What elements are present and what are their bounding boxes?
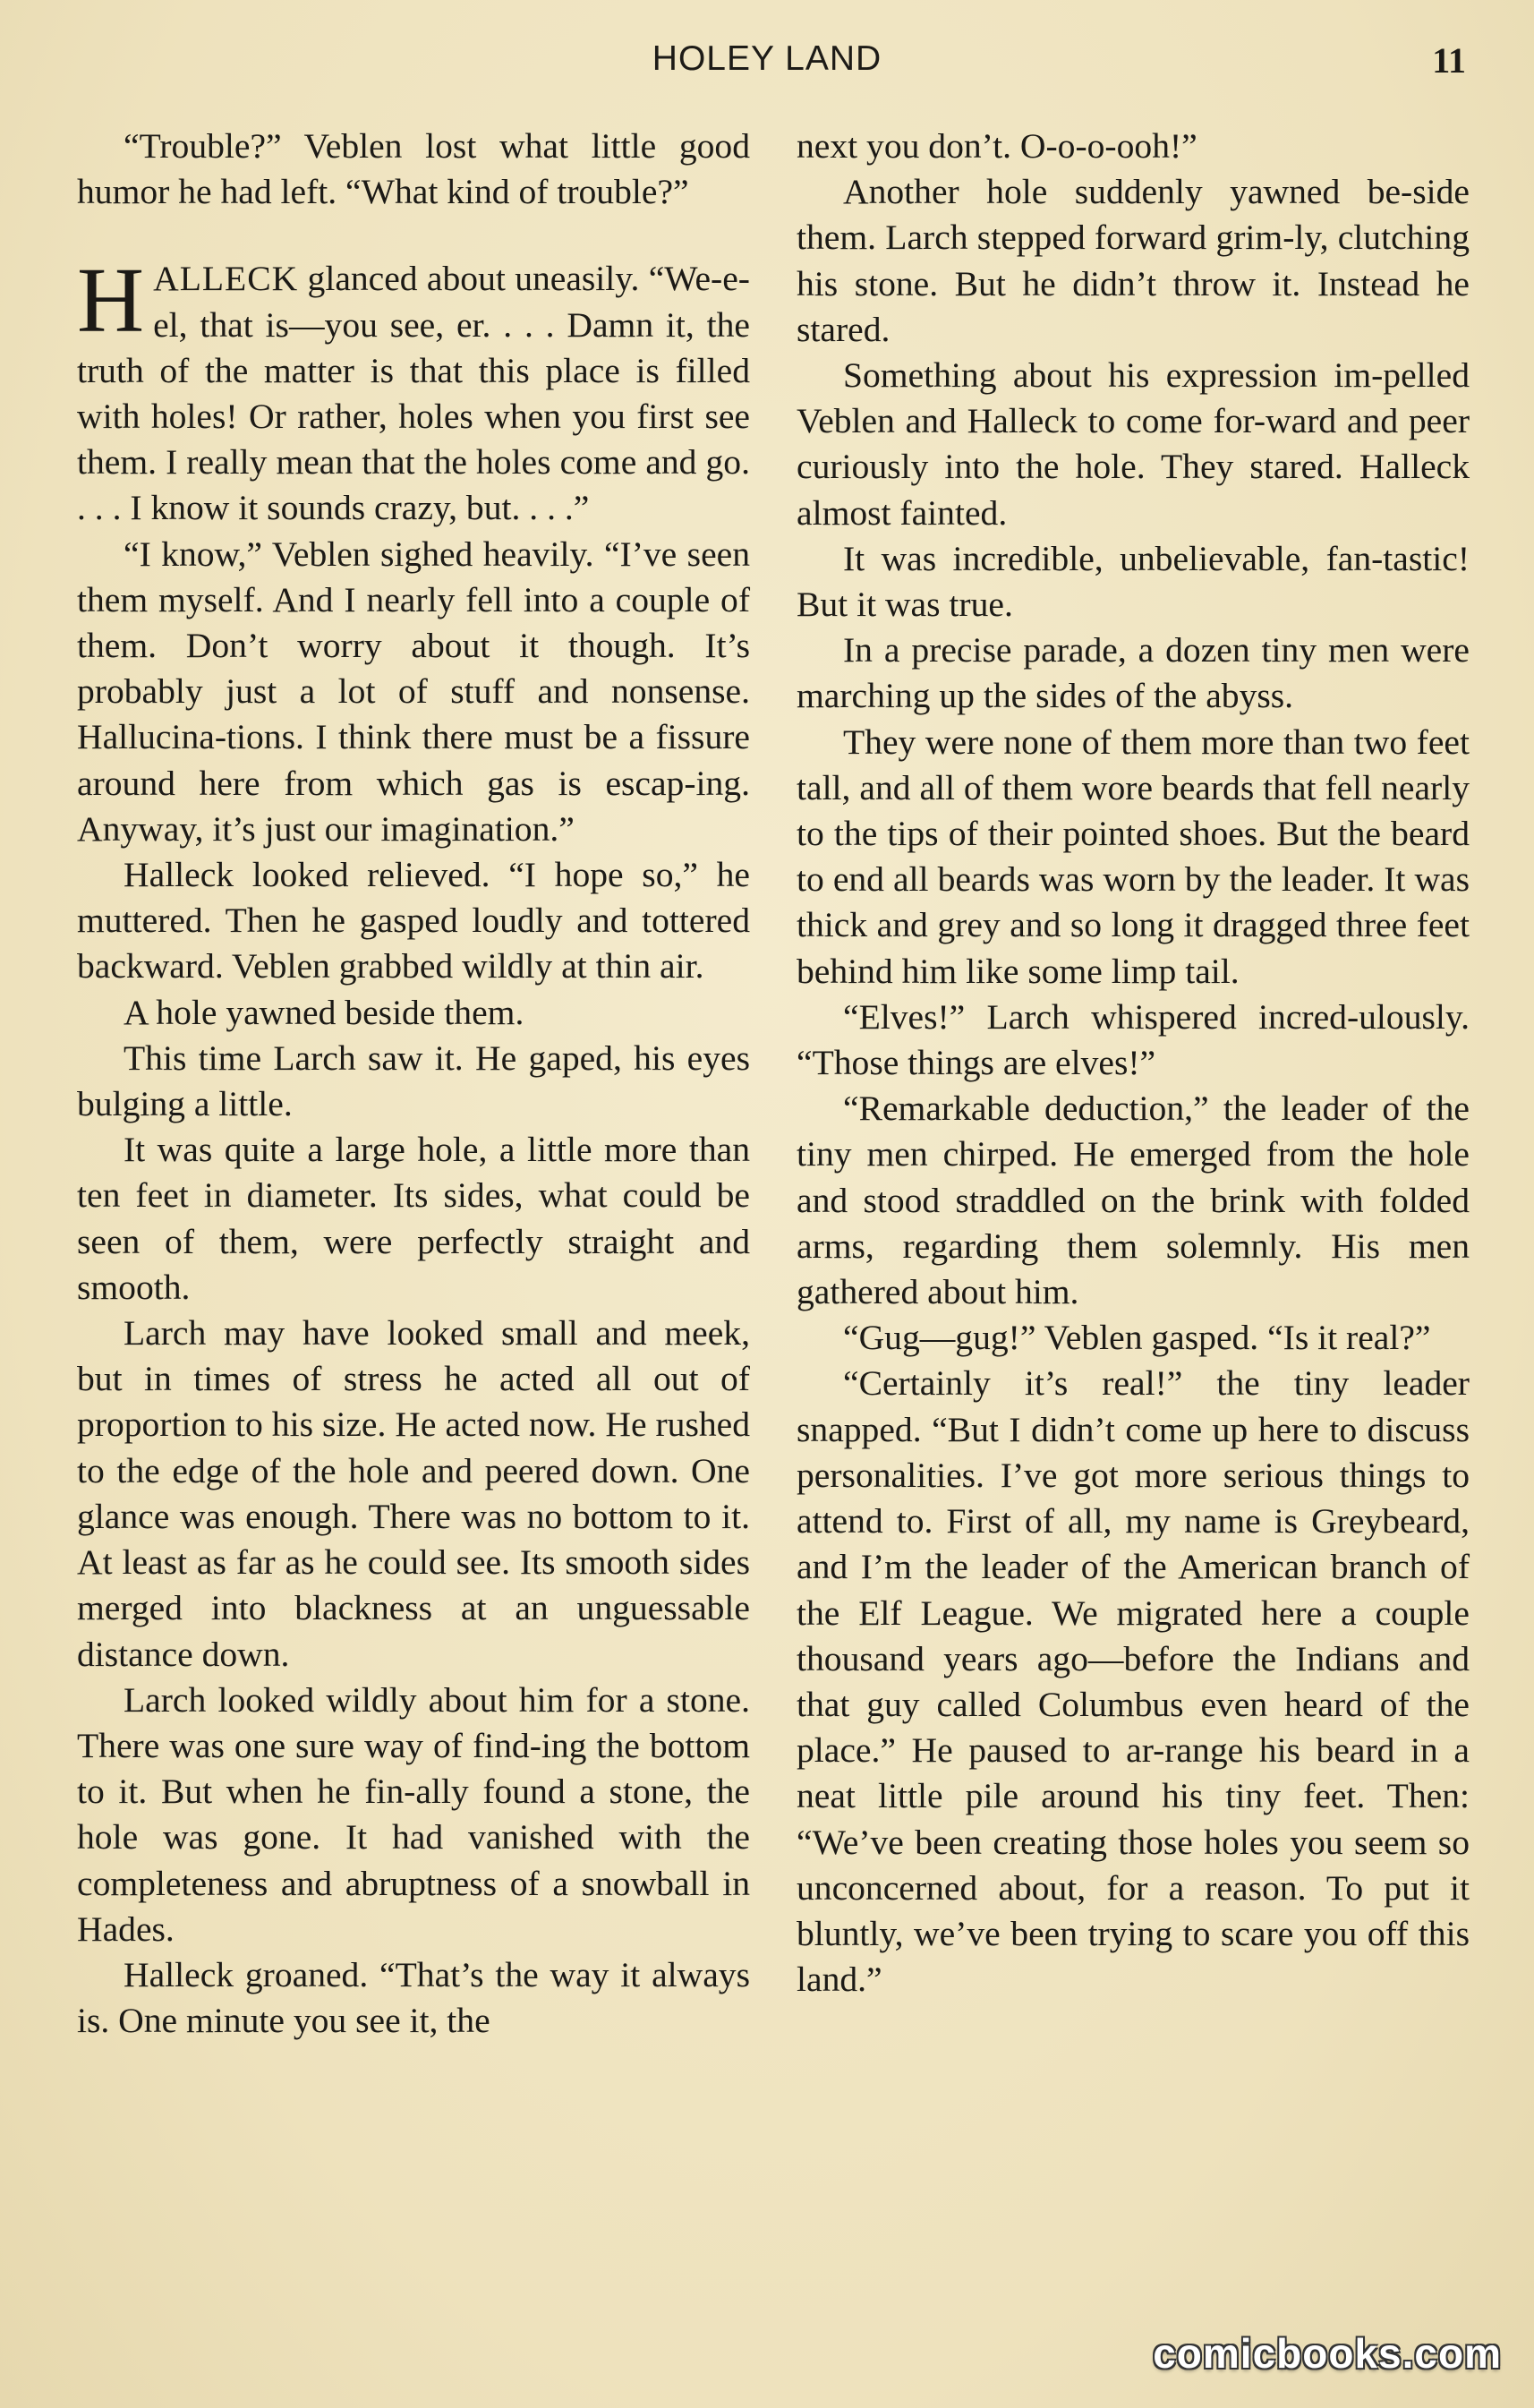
right-column — [797, 124, 1470, 2326]
paragraph: Larch looked wildly about him for a stone. There was one sure way of find-ing the bottom to it. But when he fin-ally found a stone, the hole was gone. It had vanished with the completeness and abruptness of a snowball in Hades. — [77, 1679, 750, 1949]
paragraph: It was incredible, unbelievable, fan-tastic! But it was true. — [797, 538, 1470, 625]
paragraph: Larch may have looked small and meek, but in times of stress he acted all out of proportion to his size. He acted now. He rushed to the edge of the hole and peered down. One glance was enough. There was no bottom to it. At least as far as he could see. Its smooth sides merged into blackness at an unguessable distance down. — [77, 1313, 750, 1674]
paragraph: next you don’t. O-o-o-ooh!” — [797, 126, 1197, 166]
paragraph: This time Larch saw it. He gaped, his eyes bulging a little. — [77, 1037, 750, 1124]
paragraph: In a precise parade, a dozen tiny men were marching up the sides of the abyss. — [797, 630, 1470, 716]
paragraph: “Trouble?” Veblen lost what little good humor he had left. “What kind of trouble?” — [77, 126, 750, 212]
running-title: HOLEY LAND — [652, 39, 882, 78]
paragraph: Something about his expression im-pelled Veblen and Halleck to come for-ward and peer curiously into the hole. They stared. Halleck almost fainted. — [797, 355, 1470, 533]
paragraph: A hole yawned beside them. — [124, 992, 524, 1032]
paragraph: They were none of them more than two feet tall, and all of them wore beards that fell nearly to the tips of their pointed shoes. But the beard to end all beards was worn by the leader. It was thick and grey and so long it dragged three feet behind him like some limp tail. — [797, 722, 1470, 991]
paragraph-text: glanced about uneasily. “We-e-el, that is—you see, er. . . . Damn it, the truth of the matter is that this place is filled with holes! Or rather, holes when you first see them. I really mean that the holes come and go. . . . I know it sounds crazy, but. . . .” — [77, 259, 750, 528]
paragraph: “Gug—gug!” Veblen gasped. “Is it real?” — [843, 1318, 1431, 1358]
drop-cap: H — [77, 249, 145, 353]
small-caps-word: ALLECK — [153, 259, 299, 299]
paragraph: “Remarkable deduction,” the leader of the tiny men chirped. He emerged from the hole and stood straddled on the brink with folded arms, regarding them solemnly. His men gathered about him. — [797, 1089, 1470, 1312]
paragraph: Another hole suddenly yawned be-side them. Larch stepped forward grim-ly, clutching his stone. But he didn’t throw it. Instead he stared. — [797, 172, 1470, 349]
paragraph: “Certainly it’s real!” the tiny leader snapped. “But I didn’t come up here to discuss personalities. I’ve got more serious things to attend to. First of all, my name is Greybeard, and I’m the leader of the American branch of the Elf League. We migrated here a couple thousand years ago—before the Indians and that guy called Columbus even heard of the place.” He paused to ar-range his beard in a neat little pile around his tiny feet. Then: “We’ve been creating those holes you seem so unconcerned about, for a reason. To put it bluntly, we’ve been trying to scare you off this land.” — [797, 1363, 1470, 2000]
text-columns — [77, 124, 1470, 2326]
paragraph: “Elves!” Larch whispered incred-ulously. “Those things are elves!” — [797, 996, 1470, 1083]
section-opening-paragraph — [77, 249, 750, 531]
paragraph: Halleck looked relieved. “I hope so,” he muttered. Then he gasped loudly and tottered backward. Veblen grabbed wildly at thin air. — [77, 855, 750, 986]
paragraph: “I know,” Veblen sighed heavily. “I’ve seen them myself. And I nearly fell into a couple of them. Don’t worry about it though. It’s probably just a lot of stuff and nonsense. Hallucina-tions. I think there must be a fissure around here from which gas is escap-ing. Anyway, it’s just our imagination.” — [77, 534, 750, 849]
page-header — [0, 39, 1534, 90]
paragraph: Halleck groaned. “That’s the way it always is. One minute you see it, the — [77, 1954, 750, 2041]
watermark: comicbooks.com — [1153, 2330, 1502, 2377]
left-column — [77, 124, 750, 2326]
paragraph: It was quite a large hole, a little more than ten feet in diameter. Its sides, what could be seen of them, were perfectly straight and smooth. — [77, 1130, 750, 1307]
page-number: 11 — [1432, 40, 1466, 81]
